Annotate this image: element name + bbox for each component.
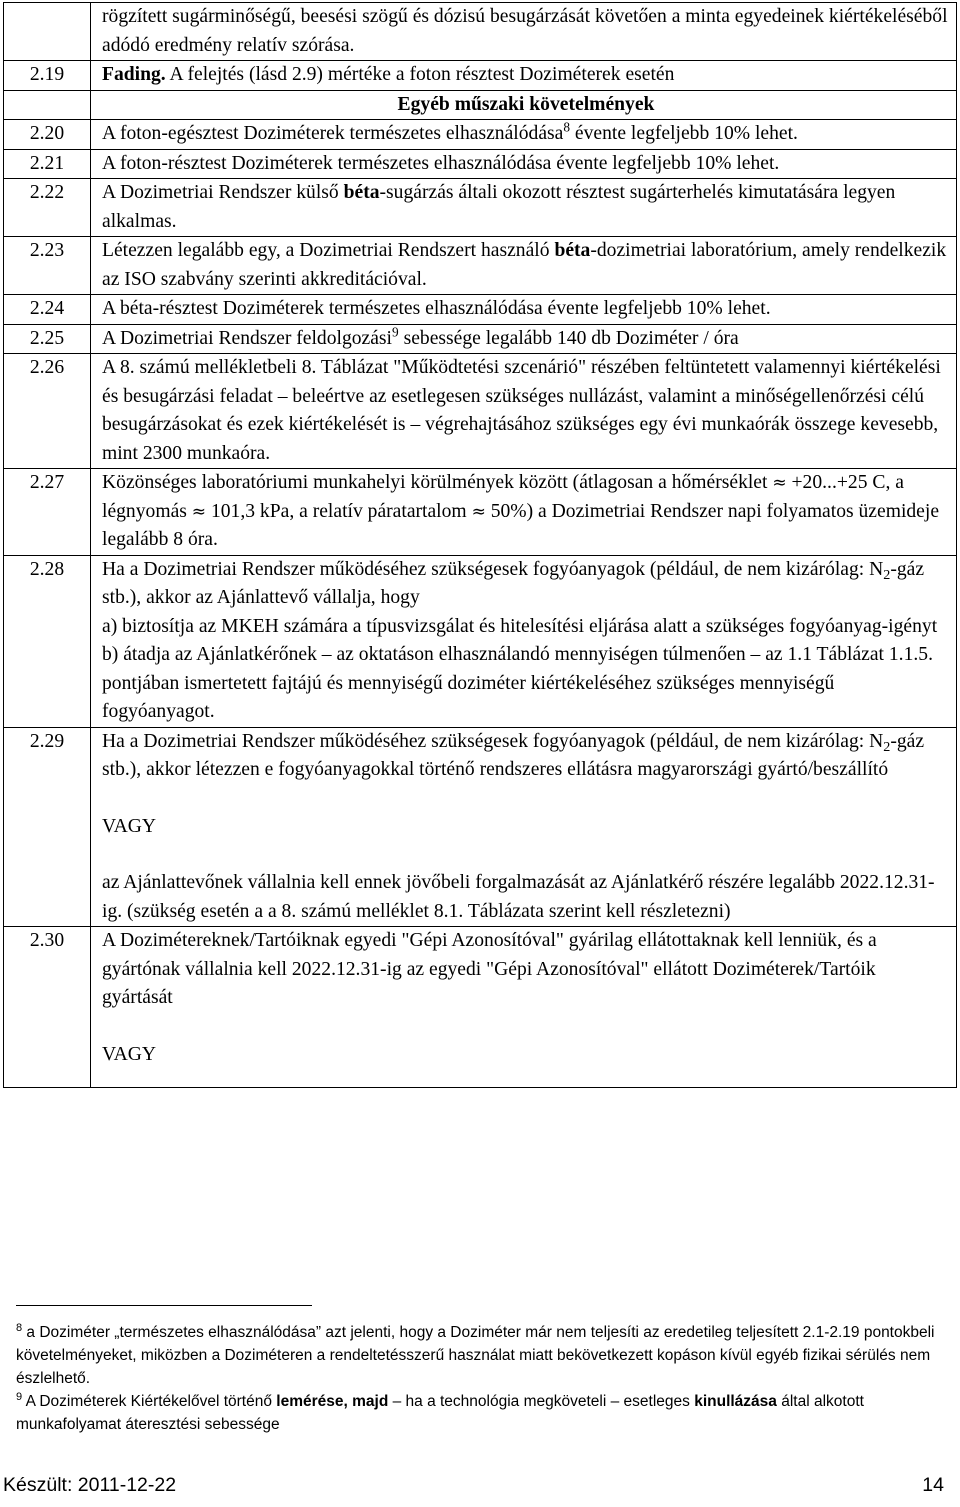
approx-symbol: ≈ (471, 501, 486, 522)
row-text-part: Ha a Dozimetriai Rendszer működéséhez szükségesek fogyóanyagok (például, de nem kizárólag: N (102, 558, 884, 580)
or-separator: VAGY (102, 1043, 157, 1065)
row-number: 2.28 (4, 555, 91, 727)
row-text (91, 179, 957, 237)
row-text (91, 927, 957, 1088)
row-text (91, 120, 957, 150)
row-number: 2.24 (4, 295, 91, 325)
row-text: A foton-résztest Doziméterek természetes elhasználódása évente legfeljebb 10% lehet. (91, 149, 957, 179)
footnote-ref[interactable]: 9 (392, 324, 399, 340)
row-number (4, 3, 91, 61)
row-text (91, 237, 957, 295)
footer-date: Készült: 2011-12-22 (3, 1474, 177, 1496)
row-number: 2.26 (4, 354, 91, 469)
row-number: 2.19 (4, 61, 91, 91)
table-row (4, 179, 957, 237)
row-text-part: A foton-egésztest Doziméterek természetes elhasználódása (102, 123, 564, 144)
approx-symbol: ≈ (772, 473, 787, 493)
row-text: A béta-résztest Doziméterek természetes elhasználódása évente legfeljebb 10% lehet. (91, 295, 957, 325)
footnote-bold: kinullázása (694, 1393, 777, 1410)
table-row (4, 555, 957, 727)
row-text-part: Közönséges laboratóriumi munkahelyi körülmények között (átlagosan a hőmérséklet (102, 472, 773, 493)
table-row (4, 295, 957, 325)
table-row (4, 149, 957, 179)
footnote-text: által alkotott munkafolyamat áteresztési sebessége (16, 1393, 864, 1433)
footnote-bold: lemérése, majd (276, 1393, 389, 1410)
requirements-table (3, 2, 957, 1088)
row-text-part: A Dozimetriai Rendszer külső (102, 182, 344, 203)
section-heading: Egyéb műszaki követelmények (91, 90, 957, 120)
table-row (4, 354, 957, 469)
list-item: a) biztosítja az MKEH számára a típusvizsgálat és hitelesítési eljárása alatt a szükséges fogyóanyag-igényt (102, 615, 938, 637)
row-number: 2.30 (4, 927, 91, 1088)
row-text-part: -sugárzás általi okozott résztest sugárterhelés kimutatására legyen alkalmas. (102, 182, 896, 232)
footnote-mark: 9 (16, 1391, 23, 1403)
table-row (4, 61, 957, 91)
row-text (91, 555, 957, 727)
row-text-part: Létezzen legalább egy, a Dozimetriai Rendszert használó (102, 240, 555, 261)
table-row (4, 237, 957, 295)
row-number: 2.27 (4, 469, 91, 556)
row-text-part: +20...+25 C, a légnyomás (102, 472, 904, 522)
section-heading-row (4, 90, 957, 120)
approx-symbol: ≈ (191, 501, 207, 522)
row-text-part: az Ajánlattevőnek vállalnia kell ennek jövőbeli forgalmazását az Ajánlatkérő részére legalább 2022.12.31-ig. (szükség esetén a a 8. számú melléklet 8.1. Táblázata szerint kell részletezni) (102, 872, 935, 922)
row-text-part: A felejtés (lásd 2.9) mértéke a foton résztest Doziméterek esetén (165, 64, 675, 85)
footnote-text: a Doziméter „természetes elhasználódása” azt jelenti, hogy a Doziméter már nem teljesíti az eredetileg teljesített 2.1-2.19 pontokbeli követelményeket, miközben a Doziméteren a rendeltetésszerű használat miatt bekövetkezett kopáson kívül egyéb fizikai sérülés nem észlelhető. (16, 1324, 935, 1387)
bold-term: béta (343, 182, 380, 203)
subscript: 2 (883, 738, 891, 755)
subscript: 2 (883, 566, 891, 583)
footnote-text: – ha a technológia megköveteli – esetleges (388, 1393, 695, 1410)
row-number: 2.22 (4, 179, 91, 237)
page-number: 14 (922, 1474, 944, 1496)
row-text (91, 324, 957, 354)
row-number: 2.29 (4, 727, 91, 927)
table-row (4, 120, 957, 150)
footnote-text: A Doziméterek Kiértékelővel történő (22, 1393, 277, 1410)
bold-term: béta (554, 240, 591, 261)
or-separator: VAGY (102, 815, 157, 837)
row-text-part: -gáz stb.), akkor az Ajánlattevő vállalja, hogy (102, 558, 925, 608)
table-row (4, 927, 957, 1088)
row-text (91, 61, 957, 91)
row-text-part: Ha a Dozimetriai Rendszer működéséhez szükségesek fogyóanyagok (például, de nem kizárólag: N (102, 730, 884, 752)
row-number (4, 90, 91, 120)
footnote-ref[interactable]: 8 (563, 119, 570, 135)
row-text-part: sebessége legalább 140 db Doziméter / óra (398, 327, 739, 349)
row-text (91, 727, 957, 927)
bold-term: Fading. (102, 64, 166, 85)
row-text: A 8. számú mellékletbeli 8. Táblázat "Működtetési szcenárió" részében feltüntetett valamennyi kiértékelési és besugárzási feladat – beleértve az esetlegesen szükséges nullázást, valamint a minőségellenőrzési célú besugárzásokat és ezek kiértékelését is – végrehajtásához szükséges egy évi munkaórák összege kevesebb, mint 2300 munkaóra. (91, 354, 957, 469)
row-text-part: A Dozimetriai Rendszer feldolgozási (102, 327, 393, 349)
row-text-part: évente legfeljebb 10% lehet. (570, 123, 798, 144)
row-number: 2.20 (4, 120, 91, 150)
row-text-part: 101,3 kPa, a relatív páratartalom (206, 500, 472, 522)
row-number: 2.23 (4, 237, 91, 295)
footnote-9 (16, 1390, 946, 1436)
table-row (4, 727, 957, 927)
table-row (4, 3, 957, 61)
footnote-8 (16, 1321, 946, 1390)
row-text-part: 50%) a Dozimetriai Rendszer napi folyamatos üzemideje legalább 8 óra. (102, 500, 940, 550)
row-number: 2.25 (4, 324, 91, 354)
row-number: 2.21 (4, 149, 91, 179)
row-text (91, 469, 957, 556)
footnote-separator (16, 1305, 312, 1306)
row-text-part: -dozimetriai laboratórium, amely rendelkezik az ISO szabvány szerinti akkreditációval. (102, 240, 947, 290)
footnote-mark: 8 (16, 1322, 23, 1334)
row-text: rögzített sugárminőségű, beesési szögű és dózisú besugárzását követően a minta egyedeinek kiértékeléséből adódó eredmény relatív szórása. (91, 3, 957, 61)
table-row (4, 469, 957, 556)
table-row (4, 324, 957, 354)
row-text-part: -gáz stb.), akkor létezzen e fogyóanyagokkal történő rendszeres ellátásra magyarországi gyártó/beszállító (102, 730, 925, 780)
row-text-part: A Dozimétereknek/Tartóiknak egyedi "Gépi Azonosítóval" gyárilag ellátottaknak kell lenniük, és a gyártónak vállalnia kell 2022.12.31-ig az egyedi "Gépi Azonosítóval" ellátott Doziméterek/Tartóik gyártását (102, 930, 877, 1008)
list-item: b) átadja az Ajánlatkérőnek – az oktatáson elhasználandó mennyiségen túlmenően – az 1.1 Táblázat 1.1.5. pontjában ismertetett fajtájú és mennyiségű doziméter kiértékeléséhez szükséges mennyiségű fogyóanyagot. (102, 644, 933, 722)
